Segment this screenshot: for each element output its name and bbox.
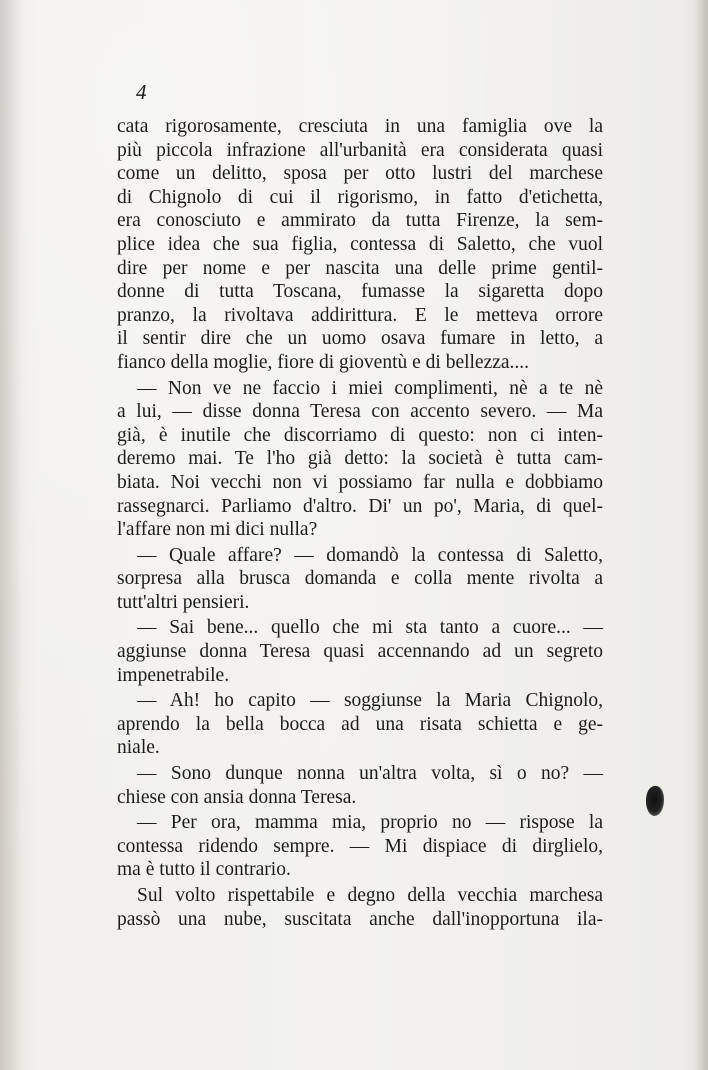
text-line: — Per ora, mamma mia, proprio no — rispose la	[137, 812, 603, 834]
page-edge-shadow	[694, 0, 708, 1070]
text-line: contessa ridendo sempre. — Mi dispiace di dirglielo,	[117, 835, 603, 857]
text-line: più piccola infrazione all'urbanità era considerata quasi	[117, 139, 603, 161]
text-line: passò una nube, suscitata anche dall'inopportuna ila-	[117, 908, 603, 930]
text-line: il sentir dire che un uomo osava fumare in letto, a	[117, 328, 603, 350]
text-line: l'affare non mi dici nulla?	[117, 519, 318, 541]
page-body-text	[117, 115, 603, 931]
text-line: — Sono dunque nonna un'altra volta, sì o no? —	[137, 763, 603, 785]
text-line: dire per nome e per nascita una delle prime gentil-	[117, 257, 603, 279]
text-line: aprendo la bella bocca ad una risata schietta e ge-	[117, 713, 603, 735]
text-line: — Ah! ho capito — soggiunse la Maria Chignolo,	[137, 690, 603, 712]
text-line: biata. Noi vecchi non vi possiamo far nulla e dobbiamo	[117, 471, 603, 493]
text-line: aggiunse donna Teresa quasi accennando ad un segreto	[117, 641, 603, 663]
text-line: deremo mai. Te l'ho già detto: la società è tutta cam-	[117, 448, 603, 470]
text-line: tutt'altri pensieri.	[117, 591, 250, 613]
text-line: — Non ve ne faccio i miei complimenti, nè a te nè	[137, 377, 603, 399]
text-line: impenetrabile.	[117, 664, 230, 686]
text-line: cata rigorosamente, cresciuta in una famiglia ove la	[117, 116, 603, 137]
text-line: rassegnarci. Parliamo d'altro. Di' un po', Maria, di quel-	[117, 495, 603, 517]
text-line: fianco della moglie, fiore di gioventù e di bellezza....	[117, 351, 530, 373]
page-number: 4	[136, 80, 147, 104]
text-line: già, è inutile che discorriamo di questo: non ci inten-	[117, 424, 603, 446]
text-line: — Sai bene... quello che mi sta tanto a cuore... —	[137, 617, 603, 639]
text-line: pranzo, la rivoltava addirittura. E le metteva orrore	[117, 304, 603, 326]
text-line: niale.	[117, 737, 160, 759]
text-line: Sul volto rispettabile e degno della vecchia marchesa	[137, 885, 603, 906]
page-gutter-shadow	[0, 0, 22, 1070]
text-line: ma è tutto il contrario.	[117, 859, 291, 881]
text-line: di Chignolo di cui il rigorismo, in fatto d'etichetta,	[117, 186, 603, 208]
text-line: chiese con ansia donna Teresa.	[117, 786, 357, 808]
text-line: era conosciuto e ammirato da tutta Firenze, la sem-	[117, 210, 603, 232]
text-line: come un delitto, sposa per otto lustri del marchese	[117, 163, 603, 185]
text-line: — Quale affare? — domandò la contessa di Saletto,	[137, 544, 603, 566]
text-line: plice idea che sua figlia, contessa di Saletto, che vuol	[117, 233, 603, 255]
text-line: sorpresa alla brusca domanda e colla mente rivolta a	[117, 568, 603, 590]
text-line: donne di tutta Toscana, fumasse la sigaretta dopo	[117, 281, 603, 303]
ink-blot-mark	[646, 786, 664, 816]
text-line: a lui, — disse donna Teresa con accento severo. — Ma	[117, 401, 603, 423]
